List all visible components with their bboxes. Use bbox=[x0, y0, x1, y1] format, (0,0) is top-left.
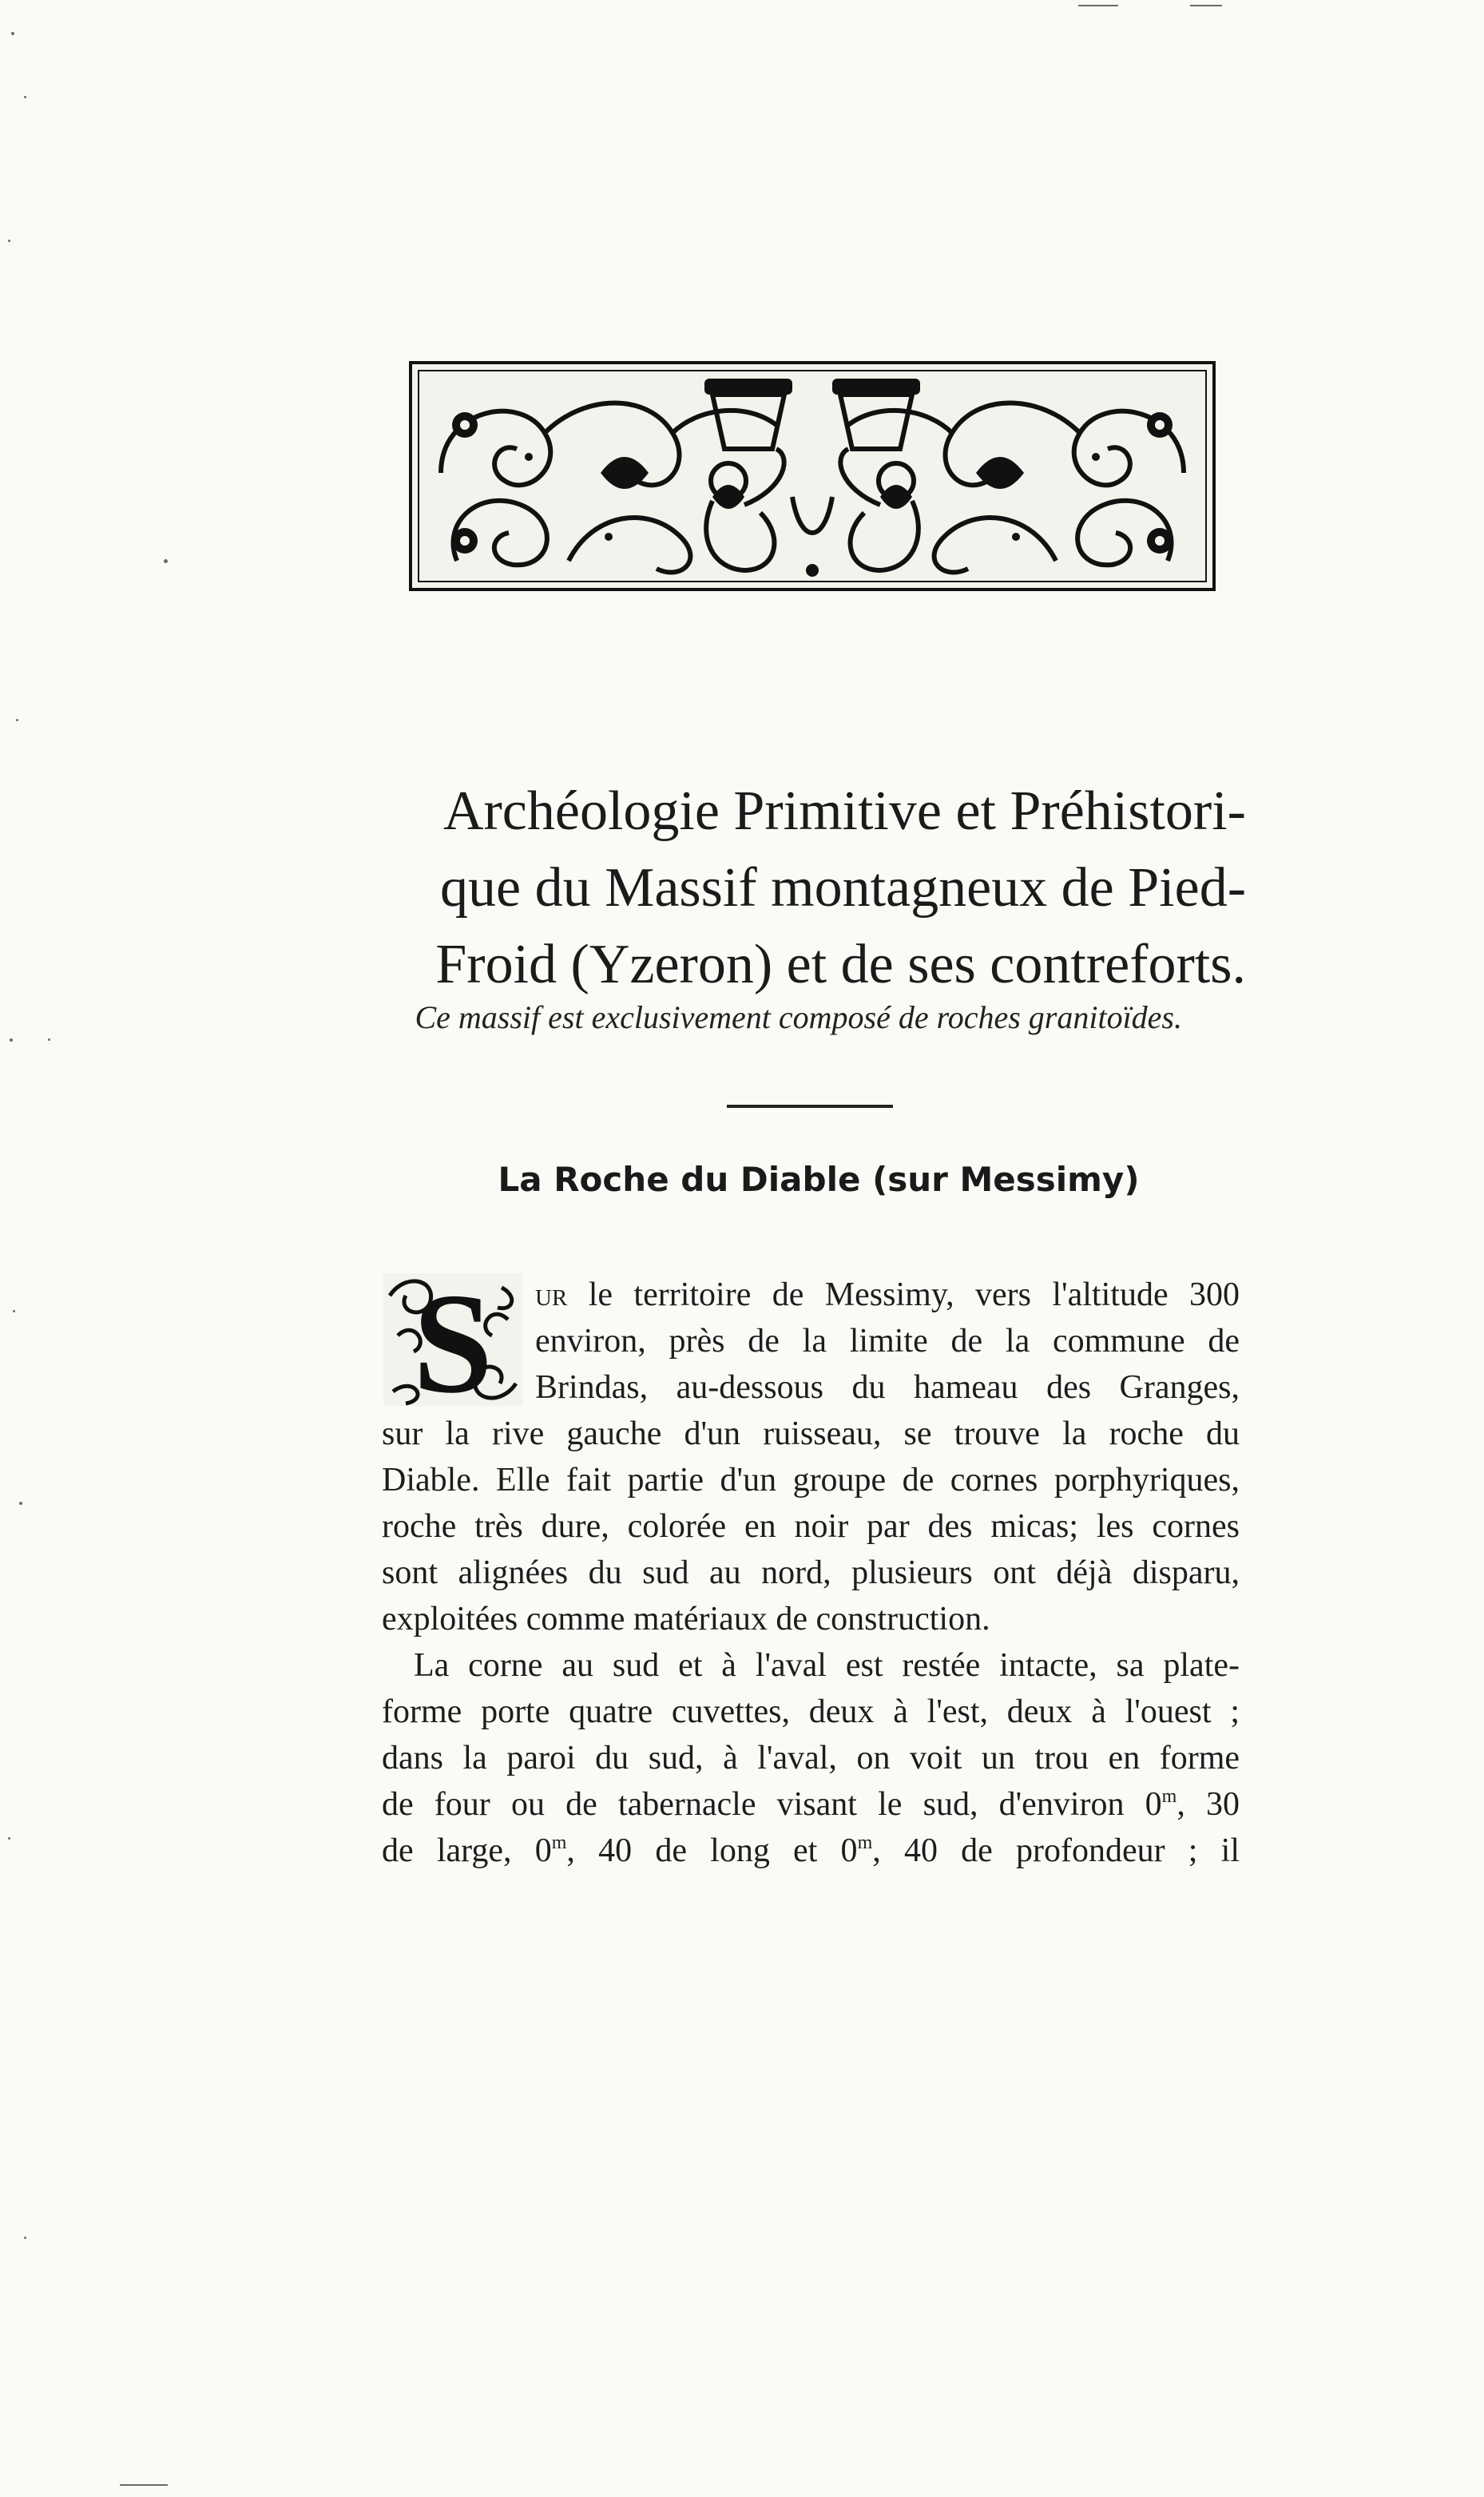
text-line: forme porte quatre cuvettes, deux à l'est, deux à l'ouest ; bbox=[382, 1693, 1240, 1730]
margin-speck bbox=[19, 1502, 22, 1505]
dropcap-continuation: ur bbox=[535, 1276, 568, 1313]
text-line: exploitées comme matériaux de construction. bbox=[382, 1601, 990, 1638]
margin-speck bbox=[8, 240, 10, 242]
article-body bbox=[382, 1272, 1240, 1874]
margin-speck bbox=[13, 1310, 15, 1312]
section-title: La Roche du Diable (sur Messimy) bbox=[498, 1160, 1140, 1199]
margin-speck bbox=[16, 719, 18, 721]
margin-speck bbox=[164, 559, 168, 563]
margin-speck bbox=[11, 32, 14, 35]
page-title bbox=[335, 773, 1246, 1003]
text-line: Diable. Elle fait partie d'un groupe de cornes porphyriques, bbox=[382, 1462, 1240, 1499]
text-line: roche très dure, colorée en noir par des micas; les cornes bbox=[382, 1508, 1240, 1545]
margin-speck bbox=[10, 1038, 13, 1042]
text-line: dans la paroi du sud, à l'aval, on voit un trou en forme bbox=[382, 1740, 1240, 1776]
section-divider bbox=[727, 1105, 893, 1108]
margin-speck bbox=[8, 1837, 10, 1840]
ornamental-headpiece bbox=[409, 361, 1216, 591]
dropcap-letter: S bbox=[412, 1272, 494, 1407]
text-line: de large, 0$^m$, 40 de long et 0$^m$, 40 de profondeur ; il bbox=[382, 1832, 1240, 1869]
text-line: environ, près de la limite de la commune de bbox=[535, 1323, 1240, 1360]
margin-speck bbox=[1190, 5, 1222, 6]
text-line: La corne au sud et à l'aval est restée intacte, sa plate- bbox=[414, 1647, 1240, 1684]
margin-speck bbox=[120, 2484, 168, 2486]
text-line: de four ou de tabernacle visant le sud, d'environ 0$^m$, 30 bbox=[382, 1786, 1240, 1823]
margin-speck bbox=[24, 2237, 26, 2239]
title-line: que du Massif montagneux de Pied- bbox=[440, 857, 1246, 919]
text-line: le territoire de Messimy, vers l'altitude 300 bbox=[567, 1276, 1240, 1313]
text-line: sur la rive gauche d'un ruisseau, se trouve la roche du bbox=[382, 1415, 1240, 1452]
subtitle: Ce massif est exclusivement composé de roches granitoïdes. bbox=[415, 999, 1182, 1035]
paragraph bbox=[382, 1642, 1240, 1874]
margin-speck bbox=[1078, 5, 1118, 6]
ornamental-dropcap bbox=[382, 1272, 524, 1407]
title-line: Froid (Yzeron) et de ses contreforts. bbox=[435, 934, 1246, 995]
title-line: Archéologie Primitive et Préhistori- bbox=[442, 780, 1246, 842]
text-line: sont alignées du sud au nord, plusieurs ont déjà disparu, bbox=[382, 1554, 1240, 1591]
text-line: Brindas, au-dessous du hameau des Granges, bbox=[535, 1369, 1240, 1406]
margin-speck bbox=[48, 1038, 50, 1041]
margin-speck bbox=[24, 96, 26, 98]
